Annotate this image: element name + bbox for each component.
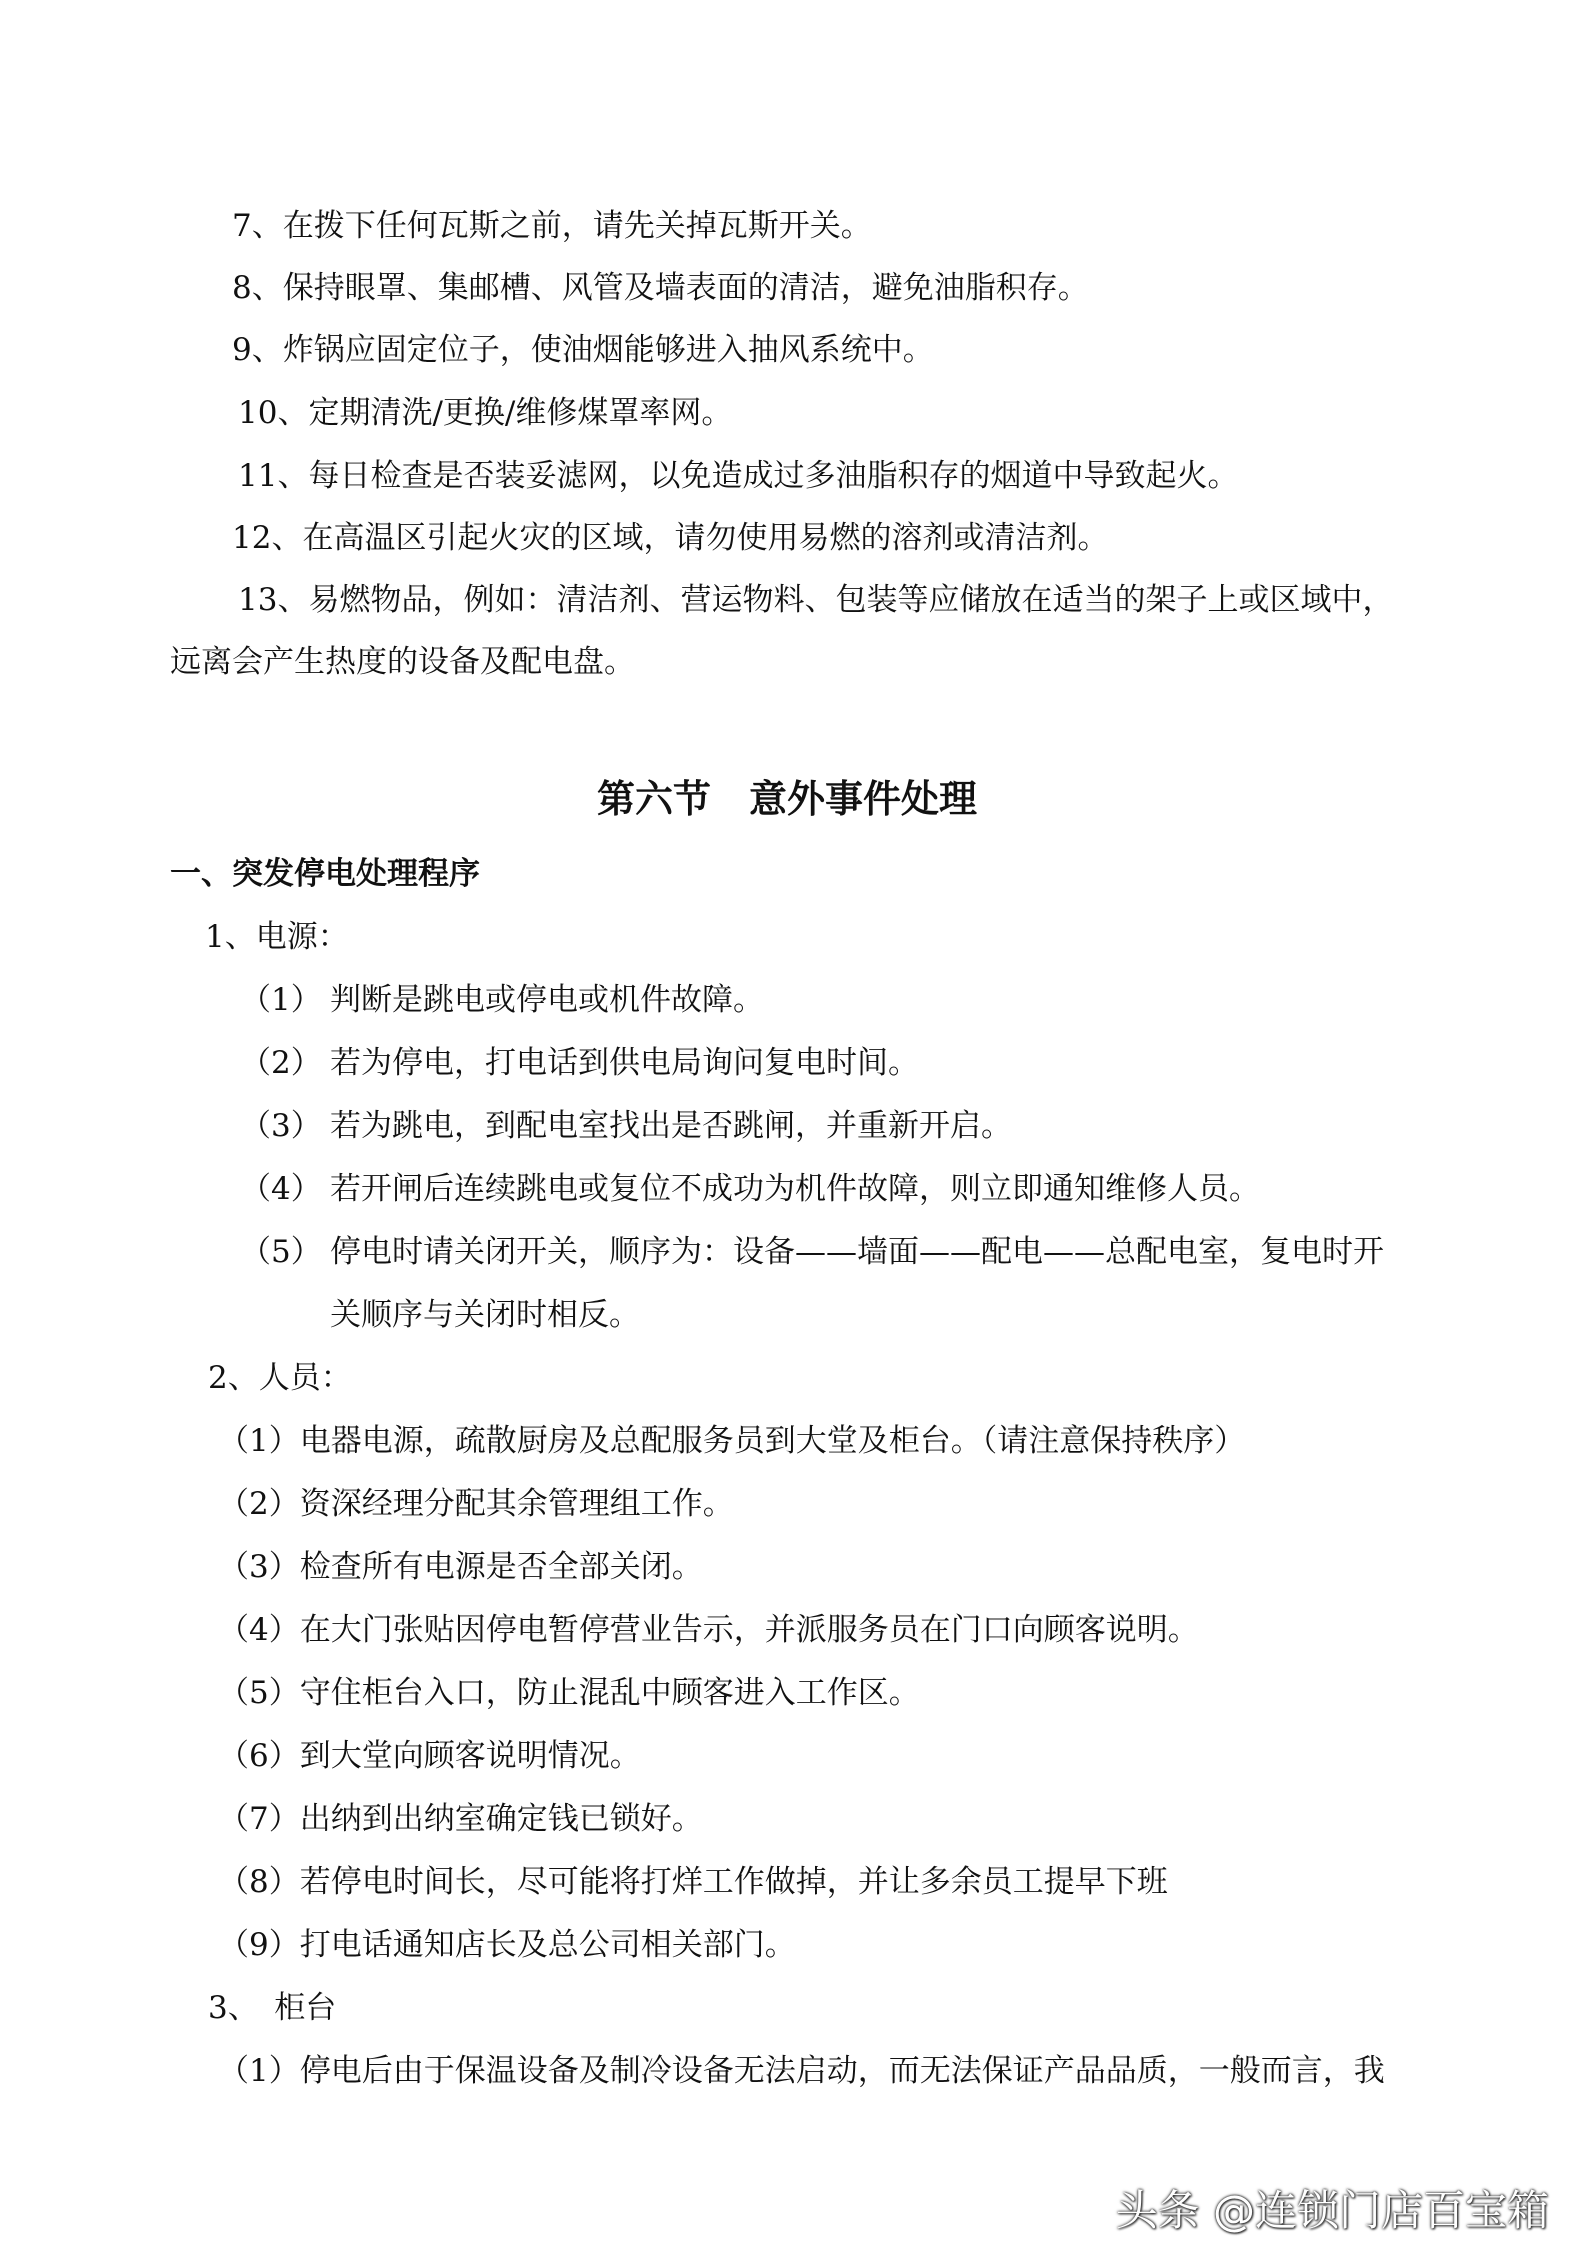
staff-item-5: （5）守住柜台入口，防止混乱中顾客进入工作区。 [218,1675,920,1711]
staff-item-3: （3）检查所有电源是否全部关闭。 [218,1549,703,1585]
staff-item-6: （6）到大堂向顾客说明情况。 [218,1738,641,1774]
staff-item-7: （7）出纳到出纳室确定钱已锁好。 [218,1801,703,1837]
fire-item-8: 8、保持眼罩、集邮槽、风管及墙表面的清洁，避免油脂积存。 [232,270,1089,306]
staff-item-8: （8）若停电时间长，尽可能将打烊工作做掉，并让多余员工提早下班 [218,1864,1168,1900]
section-title: 第六节 意外事件处理 [597,777,978,821]
fire-item-9: 9、炸锅应固定位子，使油烟能够进入抽风系统中。 [232,332,934,368]
fire-item-10: 10、定期清洗/更换/维修煤罩率网。 [238,395,733,431]
staff-item-1: （1）电器电源，疏散厨房及总配服务员到大堂及柜台。（请注意保持秩序） [218,1423,1246,1459]
fire-item-11: 11、每日检查是否装妥滤网，以免造成过多油脂积存的烟道中导致起火。 [238,458,1239,494]
fire-item-12: 12、在高温区引起火灾的区域，请勿使用易燃的溶剂或清洁剂。 [232,520,1109,556]
power-item-1-num: （1） [240,982,322,1018]
watermark: 头条 @连锁门店百宝箱 [1115,2186,1549,2235]
staff-item-9: （9）打电话通知店长及总公司相关部门。 [218,1927,796,1963]
power-item-3-text: 若为跳电，到配电室找出是否跳闸，并重新开启。 [330,1108,1012,1144]
power-item-4-text: 若开闸后连续跳电或复位不成功为机件故障，则立即通知维修人员。 [330,1171,1260,1207]
power-item-4-num: （4） [240,1171,322,1207]
staff-heading: 2、人员： [208,1360,352,1396]
staff-item-4: （4）在大门张贴因停电暂停营业告示，并派服务员在门口向顾客说明。 [218,1612,1199,1648]
power-item-3-num: （3） [240,1108,322,1144]
staff-item-2: （2）资深经理分配其余管理组工作。 [218,1486,734,1522]
fire-item-13-cont: 远离会产生热度的设备及配电盘。 [170,644,635,680]
power-item-1-text: 判断是跳电或停电或机件故障。 [330,982,764,1018]
power-item-2 [240,1043,919,1083]
power-item-1 [240,980,764,1020]
power-item-2-text: 若为停电，打电话到供电局询问复电时间。 [330,1045,919,1081]
power-item-4 [240,1169,1260,1209]
power-item-2-num: （2） [240,1045,322,1081]
fire-item-13: 13、易燃物品，例如：清洁剂、营运物料、包装等应储放在适当的架子上或区域中， [238,582,1394,618]
power-heading: 1、电源： [205,919,349,955]
counter-item-1: （1）停电后由于保温设备及制冷设备无法启动，而无法保证产品品质，一般而言，我 [218,2053,1385,2089]
subsection-title: 一、突发停电处理程序 [170,856,480,892]
power-item-5-cont: 关顺序与关闭时相反。 [330,1297,640,1333]
power-item-3 [240,1106,1012,1146]
counter-heading: 3、 柜台 [208,1990,337,2026]
power-item-5-num: （5） [240,1234,322,1270]
power-item-5 [240,1232,1384,1272]
power-item-5-text: 停电时请关闭开关，顺序为：设备——墙面——配电——总配电室，复电时开 [330,1234,1384,1270]
fire-item-7: 7、在拨下任何瓦斯之前，请先关掉瓦斯开关。 [232,208,872,244]
